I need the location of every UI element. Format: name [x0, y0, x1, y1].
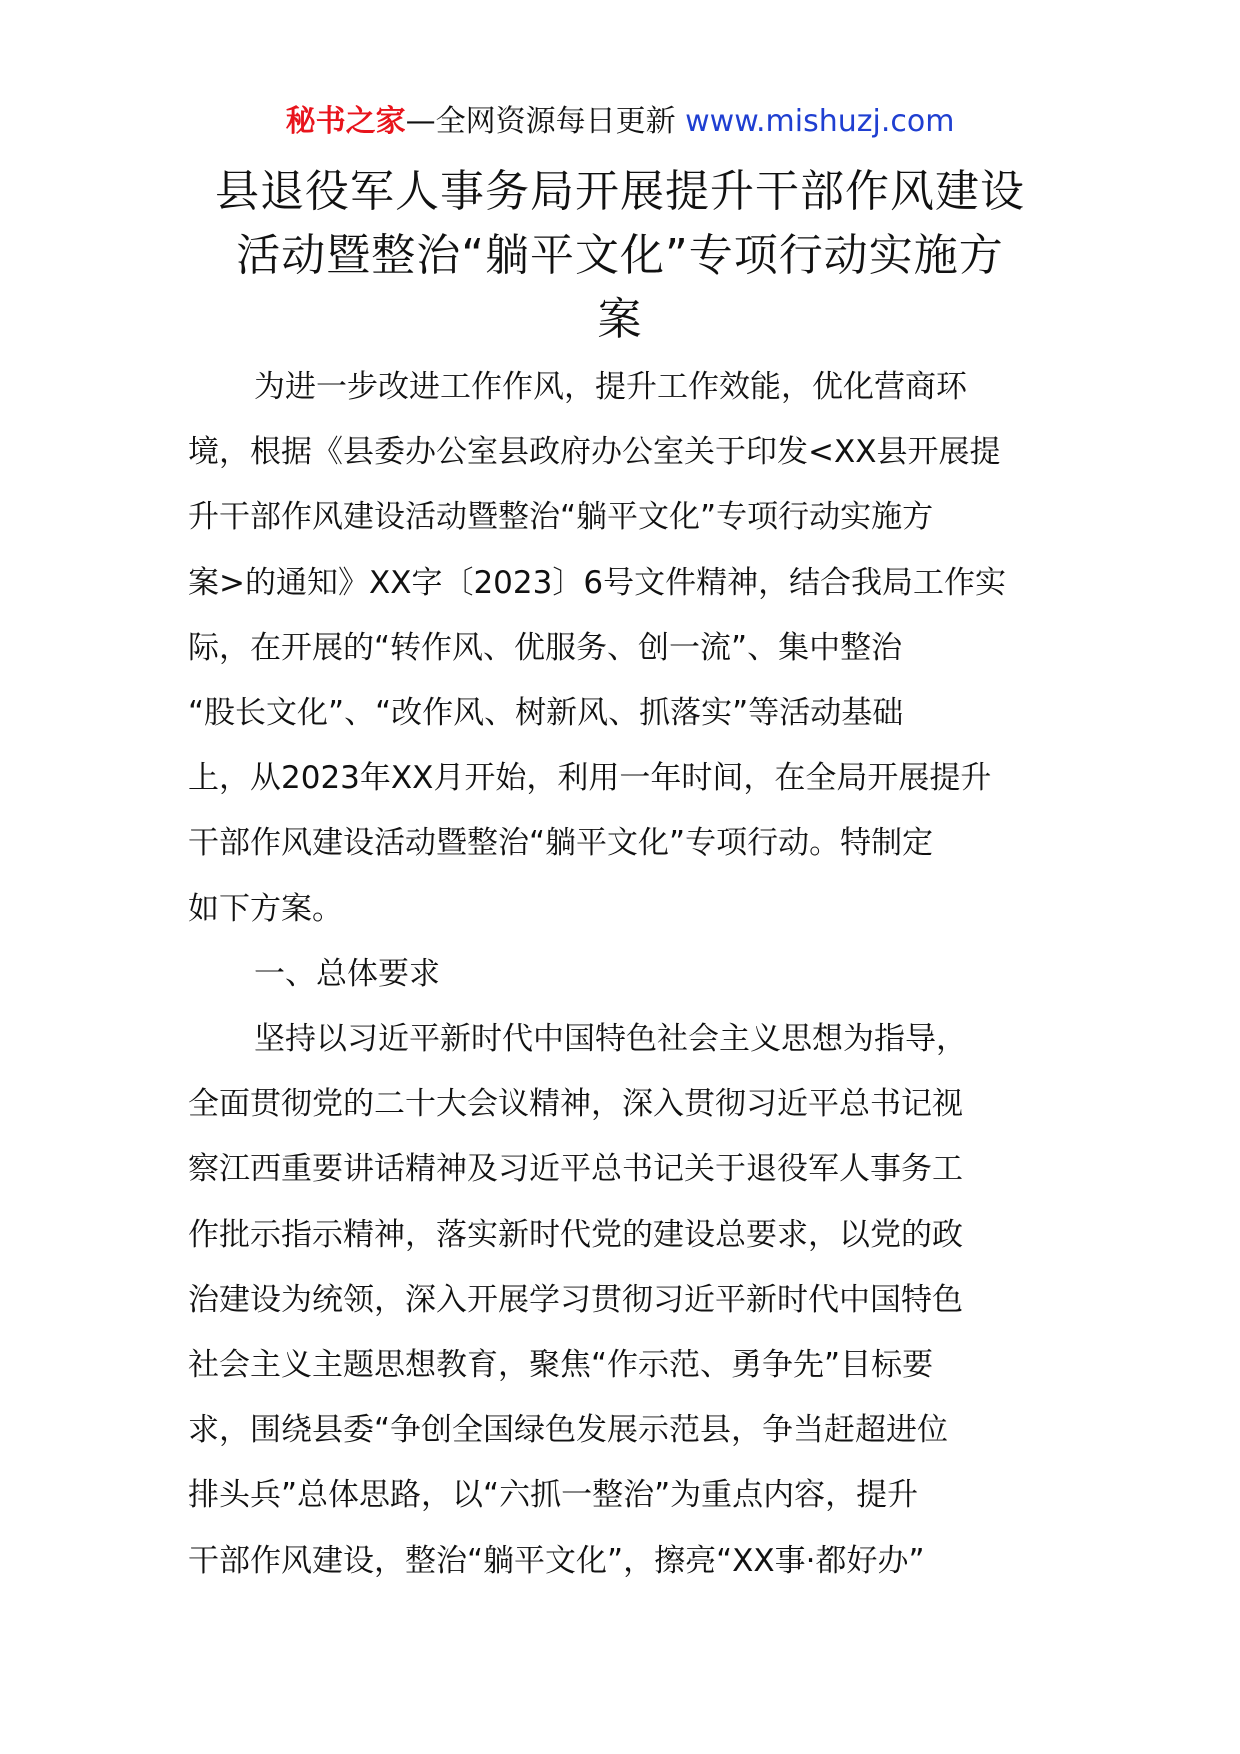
document-body	[188, 355, 1063, 1594]
document-title	[180, 160, 1060, 352]
text-line: 如下方案。	[188, 890, 343, 927]
heading-text: 一、总体要求	[254, 955, 440, 992]
site-brand: 秘书之家	[285, 104, 406, 139]
text-line: 际，在开展的“转作风、优服务、创一流”、集中整治	[188, 629, 903, 666]
text-line: 干部作风建设活动暨整治“躺平文化”专项行动。特制定	[188, 825, 934, 862]
text-line: 为进一步改进工作作风，提升工作效能，优化营商环	[254, 369, 967, 405]
text-line: 全面贯彻党的二十大会议精神，深入贯彻习近平总书记视	[188, 1086, 963, 1123]
title-line: 县退役军人事务局开展提升干部作风建设	[215, 166, 1025, 217]
text-line: 社会主义主题思想教育，聚焦“作示范、勇争先”目标要	[188, 1347, 934, 1384]
text-line: 察江西重要讲话精神及习近平总书记关于退役军人事务工	[188, 1151, 963, 1188]
text-line: 案>的通知》XX字〔2023〕6号文件精神，结合我局工作实	[188, 564, 1007, 601]
text-line: 排头兵”总体思路，以“六抓一整治”为重点内容，提升	[188, 1477, 919, 1514]
text-line: “股长文化”、“改作风、树新风、抓落实”等活动基础	[188, 695, 904, 732]
text-line: 作批示指示精神，落实新时代党的建设总要求，以党的政	[188, 1216, 963, 1253]
text-line: 升干部作风建设活动暨整治“躺平文化”专项行动实施方	[188, 499, 934, 536]
text-line: 治建设为统领，深入开展学习贯彻习近平新时代中国特色	[188, 1281, 963, 1318]
text-line: 求，围绕县委“争创全国绿色发展示范县，争当赶超进位	[188, 1412, 949, 1449]
text-line: 坚持以习近平新时代中国特色社会主义思想为指导，	[254, 1021, 967, 1058]
site-header	[0, 100, 1240, 144]
paragraph-intro	[188, 355, 1063, 942]
site-url-link[interactable]: www.mishuzj.com	[685, 104, 955, 139]
section-heading	[188, 942, 1063, 1007]
title-line: 活动暨整治“躺平文化”专项行动实施方	[236, 230, 1004, 281]
site-tagline: —全网资源每日更新	[405, 104, 686, 139]
text-line: 干部作风建设，整治“躺平文化”，擦亮“XX事·都好办”	[188, 1542, 925, 1579]
text-line: 境，根据《县委办公室县政府办公室关于印发<XX县开展提	[188, 434, 1001, 471]
title-line: 案	[597, 294, 643, 345]
paragraph-requirements	[188, 1007, 1063, 1594]
text-line: 上，从2023年XX月开始，利用一年时间，在全局开展提升	[188, 760, 992, 797]
